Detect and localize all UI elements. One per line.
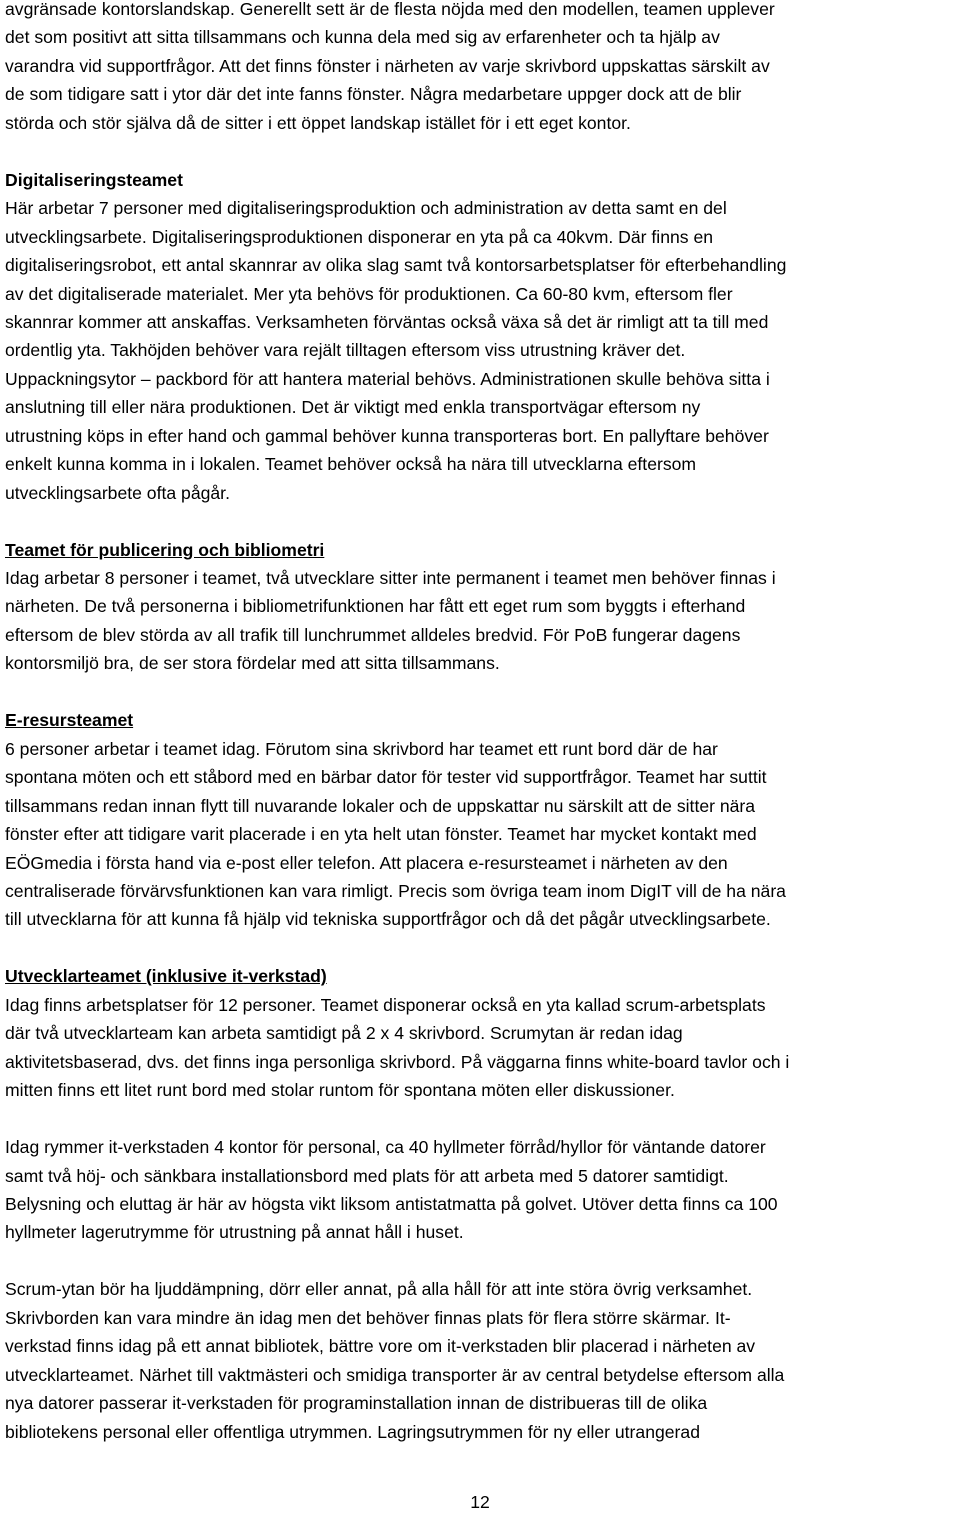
text-line: de som tidigare satt i ytor där det inte fanns fönster. Några medarbetare uppger dock att de blir (5, 84, 742, 105)
text-line: Uppackningsytor – packbord för att hantera material behövs. Administrationen skulle behöva sitta i (5, 368, 770, 389)
page-number: 12 (470, 1492, 490, 1512)
text-line: störda och stör själva då de sitter i ett öppet landskap istället för i ett eget kontor. (5, 112, 631, 133)
section-e-resursteamet (5, 706, 957, 934)
text-line: skannrar kommer att anskaffas. Verksamheten förväntas också växa så det är rimligt att ta till med (5, 311, 769, 332)
text-line: närheten. De två personerna i bibliometrifunktionen har fått ett eget rum som byggts i efterhand (5, 596, 746, 617)
text-line: Idag finns arbetsplatser för 12 personer. Teamet disponerar också en yta kallad scrum-arbetsplats (5, 994, 766, 1015)
text-line: mitten finns ett litet runt bord med stolar runtom för spontana möten eller diskussioner. (5, 1080, 675, 1101)
it-verkstad-paragraph (5, 1133, 957, 1247)
text-line: EÖGmedia i första hand via e-post eller telefon. Att placera e-resursteamet i närheten av den (5, 852, 728, 873)
text-line: bibliotekens personal eller offentliga utrymmen. Lagringsutrymmen för ny eller utrangerad (5, 1421, 700, 1442)
text-line: Idag arbetar 8 personer i teamet, två utvecklare sitter inte permanent i teamet men behöver finnas i (5, 568, 776, 589)
section-heading: Utvecklarteamet (inklusive it-verkstad) (5, 966, 327, 987)
text-line: avgränsade kontorslandskap. Generellt sett är de flesta nöjda med den modellen, teamen upplever (5, 0, 775, 19)
section-publicering-bibliometri (5, 536, 957, 678)
text-line: 6 personer arbetar i teamet idag. Förutom sina skrivbord har teamet ett runt bord där de har (5, 738, 718, 759)
text-line: enkelt kunna komma in i lokalen. Teamet behöver också ha nära till utvecklarna eftersom (5, 454, 697, 475)
text-line: det som positivt att sitta tillsammans och kunna dela med sig av erfarenheter och ta hjälp av (5, 27, 720, 48)
section-heading: Digitaliseringsteamet (5, 169, 183, 190)
scrum-paragraph (5, 1275, 957, 1446)
section-digitaliseringsteamet (5, 166, 957, 507)
text-line: verkstad finns idag på ett annat bibliotek, bättre vore om it-verkstaden blir placerad i närheten av (5, 1336, 756, 1357)
text-line: aktivitetsbaserad, dvs. det finns inga personliga skrivbord. På väggarna finns white-board tavlor och i (5, 1051, 790, 1072)
text-line: Idag rymmer it-verkstaden 4 kontor för personal, ca 40 hyllmeter förråd/hyllor för väntande datorer (5, 1137, 766, 1158)
text-line: Scrum-ytan bör ha ljuddämpning, dörr eller annat, på alla håll för att inte störa övrig verksamhet. (5, 1279, 753, 1300)
text-line: centraliserade förvärvsfunktionen kan vara rimligt. Precis som övriga team inom DigIT vill de ha nära (5, 881, 786, 901)
document-page (5, 0, 957, 1446)
text-line: kontorsmiljö bra, de ser stora fördelar med att sitta tillsammans. (5, 653, 500, 674)
text-line: Belysning och eluttag är här av högsta vikt liksom antistatmatta på golvet. Utöver detta finns ca 100 (5, 1193, 778, 1214)
text-line: tillsammans redan innan flytt till nuvarande lokaler och de uppskattar nu särskilt att de sitter nära (5, 795, 756, 816)
section-body (5, 735, 957, 934)
text-line: utvecklarteamet. Närhet till vaktmästeri och smidiga transporter är av central betydelse eftersom alla (5, 1364, 785, 1385)
text-line: utrustning köps in efter hand och gammal behöver kunna transporteras bort. En pallyftare behöver (5, 425, 769, 446)
text-line: utvecklingsarbete. Digitaliseringsproduktionen disponerar en yta på ca 40kvm. Där finns en (5, 226, 714, 247)
text-line: av det digitaliserade materialet. Mer yta behövs för produktionen. Ca 60-80 kvm, eftersom fler (5, 283, 733, 304)
text-line: Skrivborden kan vara mindre än idag men det behöver finnas plats för flera större skärmar. It- (5, 1307, 731, 1328)
text-line: eftersom de blev störda av all trafik till lunchrummet alldeles bredvid. För PoB fungerar dagens (5, 624, 741, 645)
section-body (5, 564, 957, 678)
text-line: hyllmeter lagerutrymme för utrustning på annat håll i huset. (5, 1222, 464, 1243)
text-line: där två utvecklarteam kan arbeta samtidigt på 2 x 4 skrivbord. Scrumytan är redan idag (5, 1023, 683, 1044)
intro-paragraph (5, 0, 957, 137)
text-line: fönster efter att tidigare varit placerade i en yta helt utan fönster. Teamet har mycket kontakt med (5, 824, 757, 845)
text-line: till utvecklarna för att kunna få hjälp vid tekniska supportfrågor och då det pågår utvecklingsarbete. (5, 909, 771, 930)
text-line: varandra vid supportfrågor. Att det finns fönster i närheten av varje skrivbord uppskattas särskilt av (5, 55, 770, 76)
section-utvecklarteamet (5, 962, 957, 1104)
text-line: ordentlig yta. Takhöjden behöver vara rejält tilltagen eftersom viss utrustning kräver det. (5, 340, 686, 361)
text-line: nya datorer passerar it-verkstaden för programinstallation innan de distribueras till de olika (5, 1393, 708, 1414)
text-line: spontana möten och ett ståbord med en bärbar dator för tester vid supportfrågor. Teamet har suttit (5, 767, 767, 788)
section-body (5, 991, 957, 1105)
text-line: anslutning till eller nära produktionen. Det är viktigt med enkla transportvägar eftersom ny (5, 397, 701, 418)
section-heading: Teamet för publicering och bibliometri (5, 539, 325, 560)
text-line: utvecklingsarbete ofta pågår. (5, 482, 230, 503)
text-line: digitaliseringsrobot, ett antal skannrar av olika slag samt två kontorsarbetsplatser för efterbehandling (5, 255, 787, 276)
text-line: Här arbetar 7 personer med digitaliseringsproduktion och administration av detta samt en del (5, 198, 727, 219)
section-heading: E-resursteamet (5, 710, 134, 731)
text-line: samt två höj- och sänkbara installationsbord med plats för att arbeta med 5 datorer samtidigt. (5, 1165, 729, 1186)
section-body (5, 194, 957, 507)
